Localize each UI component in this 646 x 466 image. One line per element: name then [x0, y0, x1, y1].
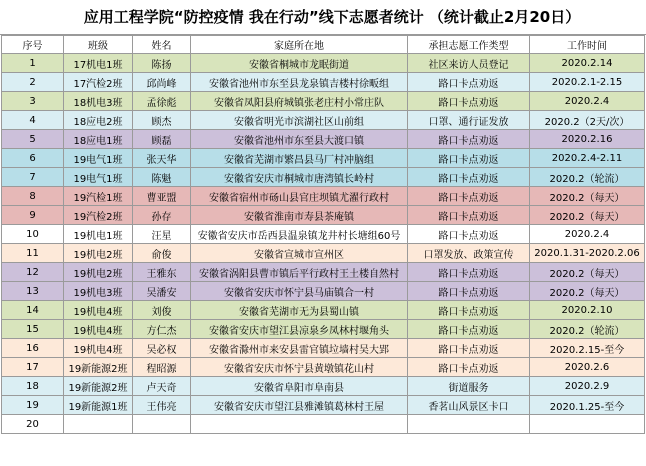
- cell-home[interactable]: 安徽省池州市东至县大渡口镇: [191, 130, 408, 149]
- cell-home[interactable]: 安徽省滁州市来安县雷官镇垃墙村吴大郢: [191, 339, 408, 358]
- header-no[interactable]: 序号: [2, 36, 64, 54]
- cell-class[interactable]: 19电气1班: [64, 168, 133, 187]
- cell-no[interactable]: 18: [2, 377, 64, 396]
- cell-time[interactable]: 2020.2（每天）: [530, 282, 645, 301]
- cell-no[interactable]: 4: [2, 111, 64, 130]
- header-class[interactable]: 班级: [64, 36, 133, 54]
- cell-home[interactable]: 安徽省芜湖市无为县蜀山镇: [191, 301, 408, 320]
- cell-no[interactable]: 8: [2, 187, 64, 206]
- cell-class[interactable]: [64, 415, 133, 434]
- cell-name[interactable]: 王雅东: [133, 263, 191, 282]
- cell-type[interactable]: 路口卡点劝返: [408, 130, 530, 149]
- cell-no[interactable]: 15: [2, 320, 64, 339]
- cell-class[interactable]: 18应电2班: [64, 111, 133, 130]
- cell-home[interactable]: 安徽省安庆市望江县雅滩镇葛林村王屋: [191, 396, 408, 415]
- cell-time[interactable]: 2020.2.4-2.11: [530, 149, 645, 168]
- cell-type[interactable]: 街道服务: [408, 377, 530, 396]
- cell-no[interactable]: 2: [2, 73, 64, 92]
- cell-type[interactable]: 路口卡点劝返: [408, 282, 530, 301]
- header-row: [2, 36, 645, 54]
- cell-no[interactable]: 19: [2, 396, 64, 415]
- cell-no[interactable]: 5: [2, 130, 64, 149]
- table-row: [2, 301, 645, 320]
- cell-type[interactable]: 路口卡点劝返: [408, 225, 530, 244]
- header-time[interactable]: 工作时间: [530, 36, 645, 54]
- cell-no[interactable]: 10: [2, 225, 64, 244]
- cell-name[interactable]: 卢天奇: [133, 377, 191, 396]
- cell-no[interactable]: 1: [2, 54, 64, 73]
- volunteer-table: [1, 35, 645, 434]
- cell-name[interactable]: 刘俊: [133, 301, 191, 320]
- cell-class[interactable]: 18机电3班: [64, 92, 133, 111]
- cell-name[interactable]: 陈魁: [133, 168, 191, 187]
- cell-time[interactable]: 2020.2.10: [530, 301, 645, 320]
- cell-time[interactable]: 2020.2.4: [530, 225, 645, 244]
- cell-time[interactable]: 2020.2.1-2.15: [530, 73, 645, 92]
- cell-time[interactable]: [530, 415, 645, 434]
- cell-home[interactable]: 安徽省凤阳县府城镇张老庄村小常庄队: [191, 92, 408, 111]
- cell-home[interactable]: 安徽省芜湖市繁昌县马厂村冲脑组: [191, 149, 408, 168]
- cell-type[interactable]: 路口卡点劝返: [408, 358, 530, 377]
- cell-class[interactable]: 18应电1班: [64, 130, 133, 149]
- cell-class[interactable]: 19汽检2班: [64, 206, 133, 225]
- cell-no[interactable]: 17: [2, 358, 64, 377]
- cell-type[interactable]: 路口卡点劝返: [408, 187, 530, 206]
- cell-class[interactable]: 19机电1班: [64, 225, 133, 244]
- cell-type[interactable]: [408, 415, 530, 434]
- table-row: [2, 225, 645, 244]
- cell-name[interactable]: 汪星: [133, 225, 191, 244]
- cell-home[interactable]: 安徽省明光市滨湖社区山前组: [191, 111, 408, 130]
- cell-no[interactable]: 6: [2, 149, 64, 168]
- cell-home[interactable]: 安徽省宿州市砀山县官庄坝镇尤濯行政村: [191, 187, 408, 206]
- cell-type[interactable]: 路口卡点劝返: [408, 339, 530, 358]
- cell-class[interactable]: 17汽检2班: [64, 73, 133, 92]
- cell-time[interactable]: 2020.2（轮流）: [530, 320, 645, 339]
- cell-type[interactable]: 路口卡点劝返: [408, 301, 530, 320]
- cell-time[interactable]: 2020.2.14: [530, 54, 645, 73]
- table-row: [2, 377, 645, 396]
- cell-time[interactable]: 2020.2.4: [530, 92, 645, 111]
- cell-home[interactable]: [191, 415, 408, 434]
- cell-home[interactable]: 安徽省安庆市桐城市唐湾镇长岭村: [191, 168, 408, 187]
- cell-class[interactable]: 19机电4班: [64, 339, 133, 358]
- cell-type[interactable]: 路口卡点劝返: [408, 149, 530, 168]
- cell-no[interactable]: 20: [2, 415, 64, 434]
- cell-class[interactable]: 19机电2班: [64, 244, 133, 263]
- cell-no[interactable]: 12: [2, 263, 64, 282]
- cell-type[interactable]: 社区来访人员登记: [408, 54, 530, 73]
- cell-type[interactable]: 路口卡点劝返: [408, 168, 530, 187]
- cell-no[interactable]: 14: [2, 301, 64, 320]
- cell-home[interactable]: 安徽省淮南市寿县茶庵镇: [191, 206, 408, 225]
- cell-type[interactable]: 路口卡点劝返: [408, 206, 530, 225]
- cell-no[interactable]: 11: [2, 244, 64, 263]
- table-body: [2, 54, 645, 434]
- table-row: [2, 415, 645, 434]
- table-row: [2, 339, 645, 358]
- table-row: [2, 320, 645, 339]
- table-row: [2, 149, 645, 168]
- table-row: [2, 396, 645, 415]
- cell-home[interactable]: 安徽省阜阳市阜南县: [191, 377, 408, 396]
- cell-home[interactable]: 安徽省安庆市怀宁县黄墩镇花山村: [191, 358, 408, 377]
- cell-name[interactable]: 吴必权: [133, 339, 191, 358]
- cell-time[interactable]: 2020.2.15-至今: [530, 339, 645, 358]
- cell-name[interactable]: 顾杰: [133, 111, 191, 130]
- cell-home[interactable]: 安徽省安庆市岳西县温泉镇龙井村长塘组60号: [191, 225, 408, 244]
- cell-time[interactable]: 2020.1.31-2020.2.06: [530, 244, 645, 263]
- cell-type[interactable]: 路口卡点劝返: [408, 320, 530, 339]
- sheet-title[interactable]: 应用工程学院“防控疫情 我在行动”线下志愿者统计 （统计截止2月20日）: [0, 0, 646, 35]
- cell-class[interactable]: 19新能源1班: [64, 396, 133, 415]
- table-row: [2, 282, 645, 301]
- table-row: [2, 358, 645, 377]
- cell-no[interactable]: 13: [2, 282, 64, 301]
- cell-type[interactable]: 口罩、通行证发放: [408, 111, 530, 130]
- cell-time[interactable]: 2020.2（每天）: [530, 263, 645, 282]
- cell-home[interactable]: 安徽省涡阳县曹市镇后平行政村王土楼自然村: [191, 263, 408, 282]
- cell-time[interactable]: 2020.2.9: [530, 377, 645, 396]
- table-row: [2, 263, 645, 282]
- cell-no[interactable]: 16: [2, 339, 64, 358]
- cell-no[interactable]: 3: [2, 92, 64, 111]
- header-home[interactable]: 家庭所在地: [191, 36, 408, 54]
- table-row: [2, 206, 645, 225]
- cell-name[interactable]: 方仁杰: [133, 320, 191, 339]
- table-row: [2, 54, 645, 73]
- cell-class[interactable]: 19机电3班: [64, 282, 133, 301]
- cell-time[interactable]: 2020.2（每天）: [530, 206, 645, 225]
- cell-home[interactable]: 安徽省桐城市龙眠街道: [191, 54, 408, 73]
- cell-name[interactable]: 顾磊: [133, 130, 191, 149]
- table-row: [2, 168, 645, 187]
- table-row: [2, 73, 645, 92]
- cell-time[interactable]: 2020.2.16: [530, 130, 645, 149]
- cell-name[interactable]: [133, 415, 191, 434]
- cell-type[interactable]: 口罩发放、政策宣传: [408, 244, 530, 263]
- cell-name[interactable]: 张天华: [133, 149, 191, 168]
- table-row: [2, 111, 645, 130]
- cell-home[interactable]: 安徽省池州市东至县龙泉镇吉楼村徐畈组: [191, 73, 408, 92]
- cell-class[interactable]: 19汽检1班: [64, 187, 133, 206]
- table-row: [2, 130, 645, 149]
- header-type[interactable]: 承担志愿工作类型: [408, 36, 530, 54]
- cell-class[interactable]: 17机电1班: [64, 54, 133, 73]
- cell-name[interactable]: 曹亚盟: [133, 187, 191, 206]
- cell-class[interactable]: 19新能源2班: [64, 377, 133, 396]
- cell-home[interactable]: 安徽省宣城市宣州区: [191, 244, 408, 263]
- cell-type[interactable]: 香茗山风景区卡口: [408, 396, 530, 415]
- cell-name[interactable]: 孟徐彪: [133, 92, 191, 111]
- cell-name[interactable]: 王伟亮: [133, 396, 191, 415]
- table-row: [2, 187, 645, 206]
- cell-type[interactable]: 路口卡点劝返: [408, 263, 530, 282]
- cell-name[interactable]: 陈扬: [133, 54, 191, 73]
- cell-time[interactable]: 2020.1.25-至今: [530, 396, 645, 415]
- cell-name[interactable]: 俞俊: [133, 244, 191, 263]
- cell-class[interactable]: 19机电2班: [64, 263, 133, 282]
- cell-name[interactable]: 吴潘安: [133, 282, 191, 301]
- cell-name[interactable]: 邱尚峰: [133, 73, 191, 92]
- cell-home[interactable]: 安徽省安庆市怀宁县马庙镇合一村: [191, 282, 408, 301]
- cell-class[interactable]: 19电气1班: [64, 149, 133, 168]
- cell-time[interactable]: 2020.2.6: [530, 358, 645, 377]
- cell-class[interactable]: 19机电4班: [64, 320, 133, 339]
- table-row: [2, 92, 645, 111]
- cell-type[interactable]: 路口卡点劝返: [408, 92, 530, 111]
- cell-time[interactable]: 2020.2（每天）: [530, 187, 645, 206]
- cell-type[interactable]: 路口卡点劝返: [408, 73, 530, 92]
- header-name[interactable]: 姓名: [133, 36, 191, 54]
- cell-time[interactable]: 2020.2（2天/次）: [530, 111, 645, 130]
- cell-home[interactable]: 安徽省安庆市望江县凉泉乡凤林村堰角头: [191, 320, 408, 339]
- table-row: [2, 244, 645, 263]
- cell-name[interactable]: 孙存: [133, 206, 191, 225]
- cell-class[interactable]: 19机电4班: [64, 301, 133, 320]
- cell-no[interactable]: 7: [2, 168, 64, 187]
- cell-name[interactable]: 程昭源: [133, 358, 191, 377]
- cell-time[interactable]: 2020.2（轮流）: [530, 168, 645, 187]
- cell-class[interactable]: 19新能源2班: [64, 358, 133, 377]
- cell-no[interactable]: 9: [2, 206, 64, 225]
